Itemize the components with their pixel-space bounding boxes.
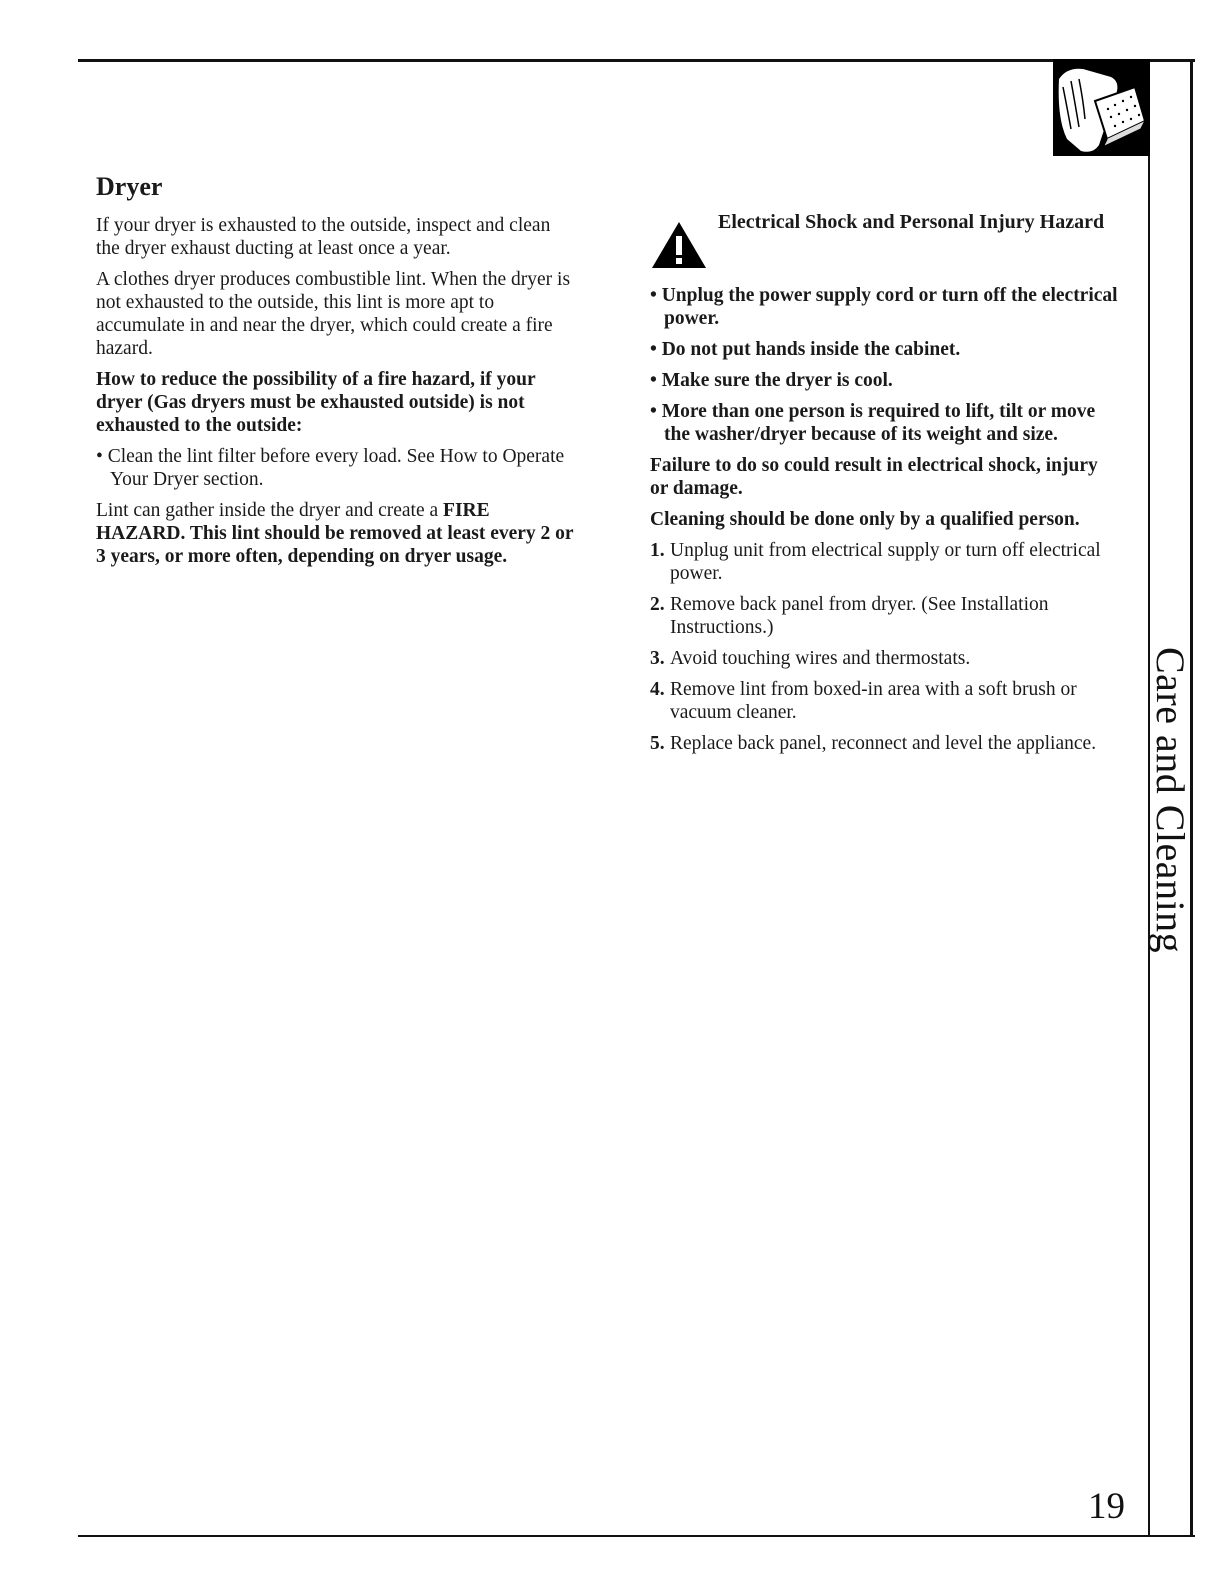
section-tab-label: Care and Cleaning: [1148, 646, 1193, 954]
cleaning-steps: [650, 539, 1120, 755]
step-item: [650, 678, 1120, 724]
step-text: Remove lint from boxed-in area with a soft brush or vacuum cleaner.: [670, 679, 1077, 723]
warning-bullet: • Make sure the dryer is cool.: [650, 370, 893, 391]
warning-bullet: • Do not put hands inside the cabinet.: [650, 339, 961, 360]
step-item: [650, 539, 1120, 585]
step-item: [650, 593, 1120, 639]
reduce-hazard-heading: How to reduce the possibility of a fire hazard, if your dryer (Gas dryers must be exhausted outside) is not exhausted to the outside:: [96, 369, 536, 436]
warning-header: [650, 210, 1120, 270]
qualified-person-note: Cleaning should be done only by a qualified person.: [650, 509, 1080, 530]
step-text: Remove back panel from dryer. (See Installation Instructions.): [670, 594, 1049, 638]
step-item: [650, 647, 1120, 670]
failure-warning: Failure to do so could result in electrical shock, injury or damage.: [650, 455, 1098, 499]
dryer-section: [96, 172, 576, 576]
step-text: Avoid touching wires and thermostats.: [670, 648, 971, 669]
warning-section: [650, 210, 1120, 763]
warning-bullet: • More than one person is required to lift, tilt or move the washer/dryer because of its weight and size.: [650, 401, 1096, 445]
step-number: 2.: [650, 594, 665, 615]
dryer-paragraph-1: If your dryer is exhausted to the outside, inspect and clean the dryer exhaust ducting at least once a year.: [96, 215, 551, 259]
section-tab: [1148, 640, 1193, 960]
warning-triangle-icon: [650, 220, 708, 270]
bottom-rule: [78, 1535, 1195, 1537]
step-item: [650, 732, 1120, 755]
warning-bullet: • Unplug the power supply cord or turn off the electrical power.: [650, 285, 1118, 329]
lint-normal-text: Lint can gather inside the dryer and create a: [96, 500, 444, 521]
page-number: 19: [1088, 1486, 1125, 1527]
step-text: Replace back panel, reconnect and level the appliance.: [670, 733, 1097, 754]
cleaning-sponge-icon: [1053, 59, 1150, 156]
dryer-paragraph-2: A clothes dryer produces combustible lint. When the dryer is not exhausted to the outside, this lint is more apt to accumulate in and near the dryer, which could create a fire hazard.: [96, 269, 571, 359]
step-number: 3.: [650, 648, 665, 669]
step-number: 1.: [650, 540, 665, 561]
lint-filter-bullet: • Clean the lint filter before every load. See How to Operate Your Dryer section.: [96, 446, 565, 490]
top-rule: [78, 59, 1195, 62]
dryer-heading: Dryer: [96, 172, 163, 201]
lint-paragraph: [96, 499, 576, 568]
step-text: Unplug unit from electrical supply or turn off electrical power.: [670, 540, 1101, 584]
lint-bold-text: FIRE HAZARD. This lint should be removed at least every 2 or 3 years, or more often, depending on dryer usage.: [96, 500, 574, 567]
step-number: 5.: [650, 733, 665, 754]
warning-title: Electrical Shock and Personal Injury Hazard: [718, 211, 1105, 233]
step-number: 4.: [650, 679, 665, 700]
